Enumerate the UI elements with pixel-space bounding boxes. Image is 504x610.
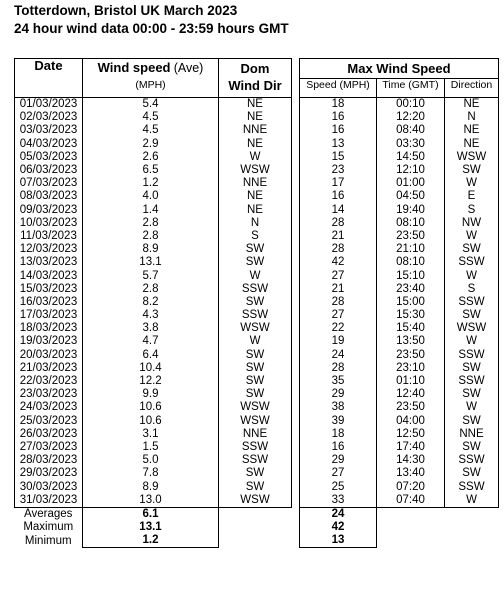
max-speed-cell: 28 bbox=[300, 217, 377, 230]
max-speed-cell: 18 bbox=[300, 98, 377, 112]
max-speed-cell: 18 bbox=[300, 428, 377, 441]
max-time-cell: 12:50 bbox=[377, 428, 445, 441]
max-speed-cell: 16 bbox=[300, 441, 377, 454]
max-direction-cell: W bbox=[445, 494, 499, 508]
average-speed-cell: 10.6 bbox=[83, 415, 219, 428]
date-cell: 09/03/2023 bbox=[15, 204, 83, 217]
summary-average-cell: 6.1 bbox=[83, 507, 219, 521]
average-speed-cell: 6.4 bbox=[83, 349, 219, 362]
max-speed-cell: 29 bbox=[300, 454, 377, 467]
summary-average-cell: 1.2 bbox=[83, 534, 219, 548]
date-header: Date bbox=[15, 59, 83, 98]
max-speed-cell: 21 bbox=[300, 283, 377, 296]
column-gap bbox=[292, 124, 300, 137]
summary-row bbox=[15, 507, 499, 521]
dominant-direction-cell: N bbox=[219, 217, 292, 230]
dominant-direction-cell: NNE bbox=[219, 177, 292, 190]
column-gap bbox=[292, 375, 300, 388]
column-gap bbox=[292, 296, 300, 309]
column-gap bbox=[292, 230, 300, 243]
max-time-cell: 08:10 bbox=[377, 217, 445, 230]
max-time-cell: 15:00 bbox=[377, 296, 445, 309]
max-direction-cell: S bbox=[445, 204, 499, 217]
max-direction-cell: SSW bbox=[445, 296, 499, 309]
max-speed-cell: 16 bbox=[300, 190, 377, 203]
max-time-cell: 13:40 bbox=[377, 467, 445, 480]
average-speed-cell: 7.8 bbox=[83, 467, 219, 480]
average-speed-cell: 13.0 bbox=[83, 494, 219, 508]
max-speed-cell: 27 bbox=[300, 309, 377, 322]
wind-speed-unit-header: (MPH) bbox=[83, 79, 219, 98]
date-cell: 31/03/2023 bbox=[15, 494, 83, 508]
max-time-cell: 04:00 bbox=[377, 415, 445, 428]
column-gap bbox=[292, 177, 300, 190]
column-gap bbox=[292, 467, 300, 480]
date-cell: 15/03/2023 bbox=[15, 283, 83, 296]
max-speed-cell: 19 bbox=[300, 335, 377, 348]
wind-data-table bbox=[14, 58, 499, 548]
summary-label-cell: Minimum bbox=[24, 534, 72, 547]
max-time-cell: 19:40 bbox=[377, 204, 445, 217]
max-time-cell: 14:30 bbox=[377, 454, 445, 467]
max-direction-cell: SSW bbox=[445, 454, 499, 467]
max-time-cell: 07:40 bbox=[377, 494, 445, 508]
max-speed-cell: 22 bbox=[300, 322, 377, 335]
column-gap bbox=[292, 534, 300, 548]
dominant-direction-cell: WSW bbox=[219, 322, 292, 335]
max-time-cell: 07:20 bbox=[377, 480, 445, 493]
wind-speed-header bbox=[83, 59, 219, 79]
date-cell: 23/03/2023 bbox=[15, 388, 83, 401]
table-row bbox=[15, 375, 499, 388]
column-gap bbox=[292, 190, 300, 203]
table-row bbox=[15, 362, 499, 375]
max-speed-cell: 38 bbox=[300, 401, 377, 414]
dominant-direction-cell: WSW bbox=[219, 401, 292, 414]
average-speed-cell: 4.7 bbox=[83, 335, 219, 348]
column-gap bbox=[292, 79, 300, 98]
max-direction-cell: SW bbox=[445, 388, 499, 401]
average-speed-cell: 4.0 bbox=[83, 190, 219, 203]
table-row bbox=[15, 480, 499, 493]
table-row bbox=[15, 111, 499, 124]
table-row bbox=[15, 138, 499, 151]
column-gap bbox=[292, 494, 300, 508]
table-row bbox=[15, 269, 499, 282]
date-cell: 03/03/2023 bbox=[15, 124, 83, 137]
max-speed-cell: 28 bbox=[300, 243, 377, 256]
date-cell: 04/03/2023 bbox=[15, 138, 83, 151]
average-speed-cell: 8.2 bbox=[83, 296, 219, 309]
dominant-direction-cell: S bbox=[219, 230, 292, 243]
column-gap bbox=[292, 243, 300, 256]
column-gap bbox=[292, 111, 300, 124]
empty-cell bbox=[377, 534, 445, 548]
max-direction-cell: NW bbox=[445, 217, 499, 230]
average-speed-cell: 8.9 bbox=[83, 480, 219, 493]
table-row bbox=[15, 296, 499, 309]
column-gap bbox=[292, 217, 300, 230]
max-time-cell: 21:10 bbox=[377, 243, 445, 256]
table-row bbox=[15, 204, 499, 217]
date-cell: 22/03/2023 bbox=[15, 375, 83, 388]
dominant-direction-cell: W bbox=[219, 335, 292, 348]
empty-cell bbox=[445, 507, 499, 521]
max-time-cell: 12:40 bbox=[377, 388, 445, 401]
empty-cell bbox=[445, 534, 499, 548]
max-direction-cell: NE bbox=[445, 138, 499, 151]
wind-speed-header-label: Wind speed bbox=[97, 60, 171, 76]
dominant-direction-cell: W bbox=[219, 151, 292, 164]
max-direction-cell: NE bbox=[445, 98, 499, 112]
table-row bbox=[15, 230, 499, 243]
summary-max-cell: 42 bbox=[300, 521, 377, 534]
max-direction-cell: WSW bbox=[445, 322, 499, 335]
time-gmt-header: Time (GMT) bbox=[377, 79, 445, 98]
dominant-direction-cell: SW bbox=[219, 388, 292, 401]
max-time-cell: 23:50 bbox=[377, 401, 445, 414]
table-row bbox=[15, 441, 499, 454]
average-speed-cell: 1.2 bbox=[83, 177, 219, 190]
table-subheader-row bbox=[15, 79, 499, 98]
max-direction-cell: NNE bbox=[445, 428, 499, 441]
table-row bbox=[15, 335, 499, 348]
max-direction-cell: SW bbox=[445, 467, 499, 480]
max-time-cell: 14:50 bbox=[377, 151, 445, 164]
date-cell: 01/03/2023 bbox=[15, 98, 83, 112]
column-gap bbox=[292, 401, 300, 414]
empty-cell bbox=[219, 507, 292, 521]
column-gap bbox=[292, 164, 300, 177]
max-time-cell: 04:50 bbox=[377, 190, 445, 203]
date-cell: 06/03/2023 bbox=[15, 164, 83, 177]
date-cell: 26/03/2023 bbox=[15, 428, 83, 441]
max-speed-cell: 16 bbox=[300, 124, 377, 137]
max-direction-cell: NE bbox=[445, 124, 499, 137]
dominant-direction-cell: SW bbox=[219, 349, 292, 362]
max-speed-cell: 25 bbox=[300, 480, 377, 493]
average-speed-cell: 10.4 bbox=[83, 362, 219, 375]
column-gap bbox=[292, 335, 300, 348]
max-time-cell: 15:30 bbox=[377, 309, 445, 322]
max-direction-cell: SW bbox=[445, 243, 499, 256]
dominant-direction-cell: NNE bbox=[219, 428, 292, 441]
max-speed-cell: 28 bbox=[300, 296, 377, 309]
column-gap bbox=[292, 388, 300, 401]
dominant-direction-cell: NE bbox=[219, 98, 292, 112]
table-row bbox=[15, 98, 499, 112]
average-speed-cell: 8.9 bbox=[83, 243, 219, 256]
max-time-cell: 23:50 bbox=[377, 230, 445, 243]
max-time-cell: 12:20 bbox=[377, 111, 445, 124]
wind-data-body bbox=[15, 98, 499, 548]
table-row bbox=[15, 494, 499, 508]
max-time-cell: 08:40 bbox=[377, 124, 445, 137]
max-speed-cell: 24 bbox=[300, 349, 377, 362]
table-row bbox=[15, 190, 499, 203]
max-direction-cell: SW bbox=[445, 309, 499, 322]
wind-dir-header: Wind Dir bbox=[219, 79, 292, 98]
empty-cell bbox=[445, 521, 499, 534]
column-gap bbox=[292, 283, 300, 296]
table-row bbox=[15, 349, 499, 362]
summary-row bbox=[15, 521, 499, 534]
dominant-direction-cell: NE bbox=[219, 138, 292, 151]
summary-max-cell: 13 bbox=[300, 534, 377, 548]
column-gap bbox=[292, 98, 300, 112]
max-speed-cell: 21 bbox=[300, 230, 377, 243]
max-time-cell: 08:10 bbox=[377, 256, 445, 269]
table-row bbox=[15, 151, 499, 164]
dominant-direction-cell: SW bbox=[219, 256, 292, 269]
max-speed-cell: 17 bbox=[300, 177, 377, 190]
max-direction-cell: W bbox=[445, 335, 499, 348]
page-title: Totterdown, Bristol UK March 2023 bbox=[14, 3, 238, 18]
max-direction-cell: S bbox=[445, 283, 499, 296]
dominant-direction-cell: SW bbox=[219, 296, 292, 309]
max-time-cell: 23:10 bbox=[377, 362, 445, 375]
average-speed-cell: 2.8 bbox=[83, 283, 219, 296]
max-direction-cell: E bbox=[445, 190, 499, 203]
column-gap bbox=[292, 507, 300, 521]
date-cell: 07/03/2023 bbox=[15, 177, 83, 190]
date-cell: 18/03/2023 bbox=[15, 322, 83, 335]
max-direction-cell: W bbox=[445, 401, 499, 414]
column-gap bbox=[292, 441, 300, 454]
column-gap bbox=[292, 322, 300, 335]
table-row bbox=[15, 177, 499, 190]
max-time-cell: 17:40 bbox=[377, 441, 445, 454]
max-speed-cell: 13 bbox=[300, 138, 377, 151]
max-speed-cell: 27 bbox=[300, 269, 377, 282]
column-gap bbox=[292, 480, 300, 493]
average-speed-cell: 1.4 bbox=[83, 204, 219, 217]
dominant-direction-cell: SSW bbox=[219, 454, 292, 467]
column-gap bbox=[292, 415, 300, 428]
date-cell: 28/03/2023 bbox=[15, 454, 83, 467]
average-speed-cell: 1.5 bbox=[83, 441, 219, 454]
dominant-direction-cell: NE bbox=[219, 190, 292, 203]
average-speed-cell: 3.1 bbox=[83, 428, 219, 441]
column-gap bbox=[292, 59, 300, 79]
date-cell: 14/03/2023 bbox=[15, 269, 83, 282]
max-direction-cell: SSW bbox=[445, 375, 499, 388]
dominant-direction-cell: SW bbox=[219, 375, 292, 388]
dominant-direction-cell: SW bbox=[219, 480, 292, 493]
dominant-direction-cell: SW bbox=[219, 467, 292, 480]
max-speed-cell: 16 bbox=[300, 111, 377, 124]
max-speed-cell: 39 bbox=[300, 415, 377, 428]
table-row bbox=[15, 322, 499, 335]
average-speed-cell: 5.7 bbox=[83, 269, 219, 282]
date-cell: 19/03/2023 bbox=[15, 335, 83, 348]
dominant-direction-cell: WSW bbox=[219, 494, 292, 508]
column-gap bbox=[292, 521, 300, 534]
dom-header: Dom bbox=[219, 59, 292, 79]
date-cell: 25/03/2023 bbox=[15, 415, 83, 428]
date-cell: 08/03/2023 bbox=[15, 190, 83, 203]
average-speed-cell: 5.4 bbox=[83, 98, 219, 112]
date-cell: 10/03/2023 bbox=[15, 217, 83, 230]
max-direction-cell: SW bbox=[445, 415, 499, 428]
column-gap bbox=[292, 204, 300, 217]
date-cell: 05/03/2023 bbox=[15, 151, 83, 164]
table-row bbox=[15, 309, 499, 322]
max-speed-cell: 23 bbox=[300, 164, 377, 177]
dominant-direction-cell: NNE bbox=[219, 124, 292, 137]
table-row bbox=[15, 454, 499, 467]
max-time-cell: 13:50 bbox=[377, 335, 445, 348]
column-gap bbox=[292, 454, 300, 467]
empty-cell bbox=[377, 521, 445, 534]
dominant-direction-cell: NE bbox=[219, 204, 292, 217]
max-direction-cell: SW bbox=[445, 362, 499, 375]
max-time-cell: 15:40 bbox=[377, 322, 445, 335]
date-cell: 24/03/2023 bbox=[15, 401, 83, 414]
average-speed-cell: 3.8 bbox=[83, 322, 219, 335]
dominant-direction-cell: NE bbox=[219, 111, 292, 124]
max-direction-cell: WSW bbox=[445, 151, 499, 164]
average-speed-cell: 5.0 bbox=[83, 454, 219, 467]
dominant-direction-cell: SW bbox=[219, 243, 292, 256]
date-cell: 12/03/2023 bbox=[15, 243, 83, 256]
column-gap bbox=[292, 138, 300, 151]
max-direction-cell: W bbox=[445, 269, 499, 282]
max-time-cell: 00:10 bbox=[377, 98, 445, 112]
table-header-row bbox=[15, 59, 499, 79]
table-row bbox=[15, 243, 499, 256]
max-direction-cell: W bbox=[445, 230, 499, 243]
date-cell: 21/03/2023 bbox=[15, 362, 83, 375]
summary-label-cell: Maximum bbox=[23, 521, 74, 534]
max-speed-cell: 29 bbox=[300, 388, 377, 401]
summary-average-cell: 13.1 bbox=[83, 521, 219, 534]
table-row bbox=[15, 415, 499, 428]
max-direction-cell: SSW bbox=[445, 256, 499, 269]
max-speed-cell: 28 bbox=[300, 362, 377, 375]
max-direction-cell: SSW bbox=[445, 349, 499, 362]
empty-cell bbox=[219, 521, 292, 534]
max-speed-cell: 42 bbox=[300, 256, 377, 269]
empty-cell bbox=[377, 507, 445, 521]
average-speed-cell: 6.5 bbox=[83, 164, 219, 177]
average-speed-cell: 2.8 bbox=[83, 230, 219, 243]
empty-cell bbox=[219, 534, 292, 548]
max-time-cell: 23:50 bbox=[377, 349, 445, 362]
page-subtitle: 24 hour wind data 00:00 - 23:59 hours GMT bbox=[14, 21, 289, 36]
average-speed-cell: 4.5 bbox=[83, 111, 219, 124]
summary-label-cell: Averages bbox=[15, 507, 83, 521]
date-cell: 29/03/2023 bbox=[15, 467, 83, 480]
date-cell: 11/03/2023 bbox=[15, 230, 83, 243]
max-direction-cell: SW bbox=[445, 441, 499, 454]
column-gap bbox=[292, 256, 300, 269]
average-speed-cell: 2.9 bbox=[83, 138, 219, 151]
average-speed-cell: 4.3 bbox=[83, 309, 219, 322]
table-row bbox=[15, 401, 499, 414]
average-speed-cell: 10.6 bbox=[83, 401, 219, 414]
wind-speed-header-suffix: (Ave) bbox=[173, 61, 204, 76]
max-time-cell: 12:10 bbox=[377, 164, 445, 177]
date-cell: 27/03/2023 bbox=[15, 441, 83, 454]
date-cell: 17/03/2023 bbox=[15, 309, 83, 322]
dominant-direction-cell: SSW bbox=[219, 441, 292, 454]
speed-mph-header: Speed (MPH) bbox=[300, 79, 377, 98]
max-wind-speed-header: Max Wind Speed bbox=[300, 59, 499, 79]
dominant-direction-cell: WSW bbox=[219, 164, 292, 177]
dominant-direction-cell: WSW bbox=[219, 415, 292, 428]
max-speed-cell: 35 bbox=[300, 375, 377, 388]
max-time-cell: 03:30 bbox=[377, 138, 445, 151]
average-speed-cell: 12.2 bbox=[83, 375, 219, 388]
table-row bbox=[15, 428, 499, 441]
date-cell: 02/03/2023 bbox=[15, 111, 83, 124]
column-gap bbox=[292, 428, 300, 441]
dominant-direction-cell: SW bbox=[219, 362, 292, 375]
table-row bbox=[15, 217, 499, 230]
column-gap bbox=[292, 349, 300, 362]
dominant-direction-cell: W bbox=[219, 269, 292, 282]
dominant-direction-cell: SSW bbox=[219, 309, 292, 322]
max-time-cell: 01:00 bbox=[377, 177, 445, 190]
table-row bbox=[15, 283, 499, 296]
max-direction-cell: W bbox=[445, 177, 499, 190]
table-row bbox=[15, 388, 499, 401]
max-speed-cell: 33 bbox=[300, 494, 377, 508]
date-cell: 16/03/2023 bbox=[15, 296, 83, 309]
column-gap bbox=[292, 309, 300, 322]
max-time-cell: 15:10 bbox=[377, 269, 445, 282]
table-row bbox=[15, 256, 499, 269]
average-speed-cell: 4.5 bbox=[83, 124, 219, 137]
max-speed-cell: 14 bbox=[300, 204, 377, 217]
direction-header: Direction bbox=[445, 79, 499, 98]
average-speed-cell: 2.8 bbox=[83, 217, 219, 230]
dominant-direction-cell: SSW bbox=[219, 283, 292, 296]
column-gap bbox=[292, 151, 300, 164]
table-row bbox=[15, 124, 499, 137]
date-cell: 13/03/2023 bbox=[15, 256, 83, 269]
max-speed-cell: 27 bbox=[300, 467, 377, 480]
average-speed-cell: 2.6 bbox=[83, 151, 219, 164]
summary-row bbox=[15, 534, 499, 548]
max-time-cell: 23:40 bbox=[377, 283, 445, 296]
column-gap bbox=[292, 362, 300, 375]
max-speed-cell: 15 bbox=[300, 151, 377, 164]
column-gap bbox=[292, 269, 300, 282]
max-direction-cell: N bbox=[445, 111, 499, 124]
table-row bbox=[15, 467, 499, 480]
table-row bbox=[15, 164, 499, 177]
date-cell: 20/03/2023 bbox=[15, 349, 83, 362]
date-cell: 30/03/2023 bbox=[15, 480, 83, 493]
max-direction-cell: SSW bbox=[445, 480, 499, 493]
average-speed-cell: 9.9 bbox=[83, 388, 219, 401]
max-time-cell: 01:10 bbox=[377, 375, 445, 388]
average-speed-cell: 13.1 bbox=[83, 256, 219, 269]
summary-max-cell: 24 bbox=[300, 507, 377, 521]
max-direction-cell: SW bbox=[445, 164, 499, 177]
